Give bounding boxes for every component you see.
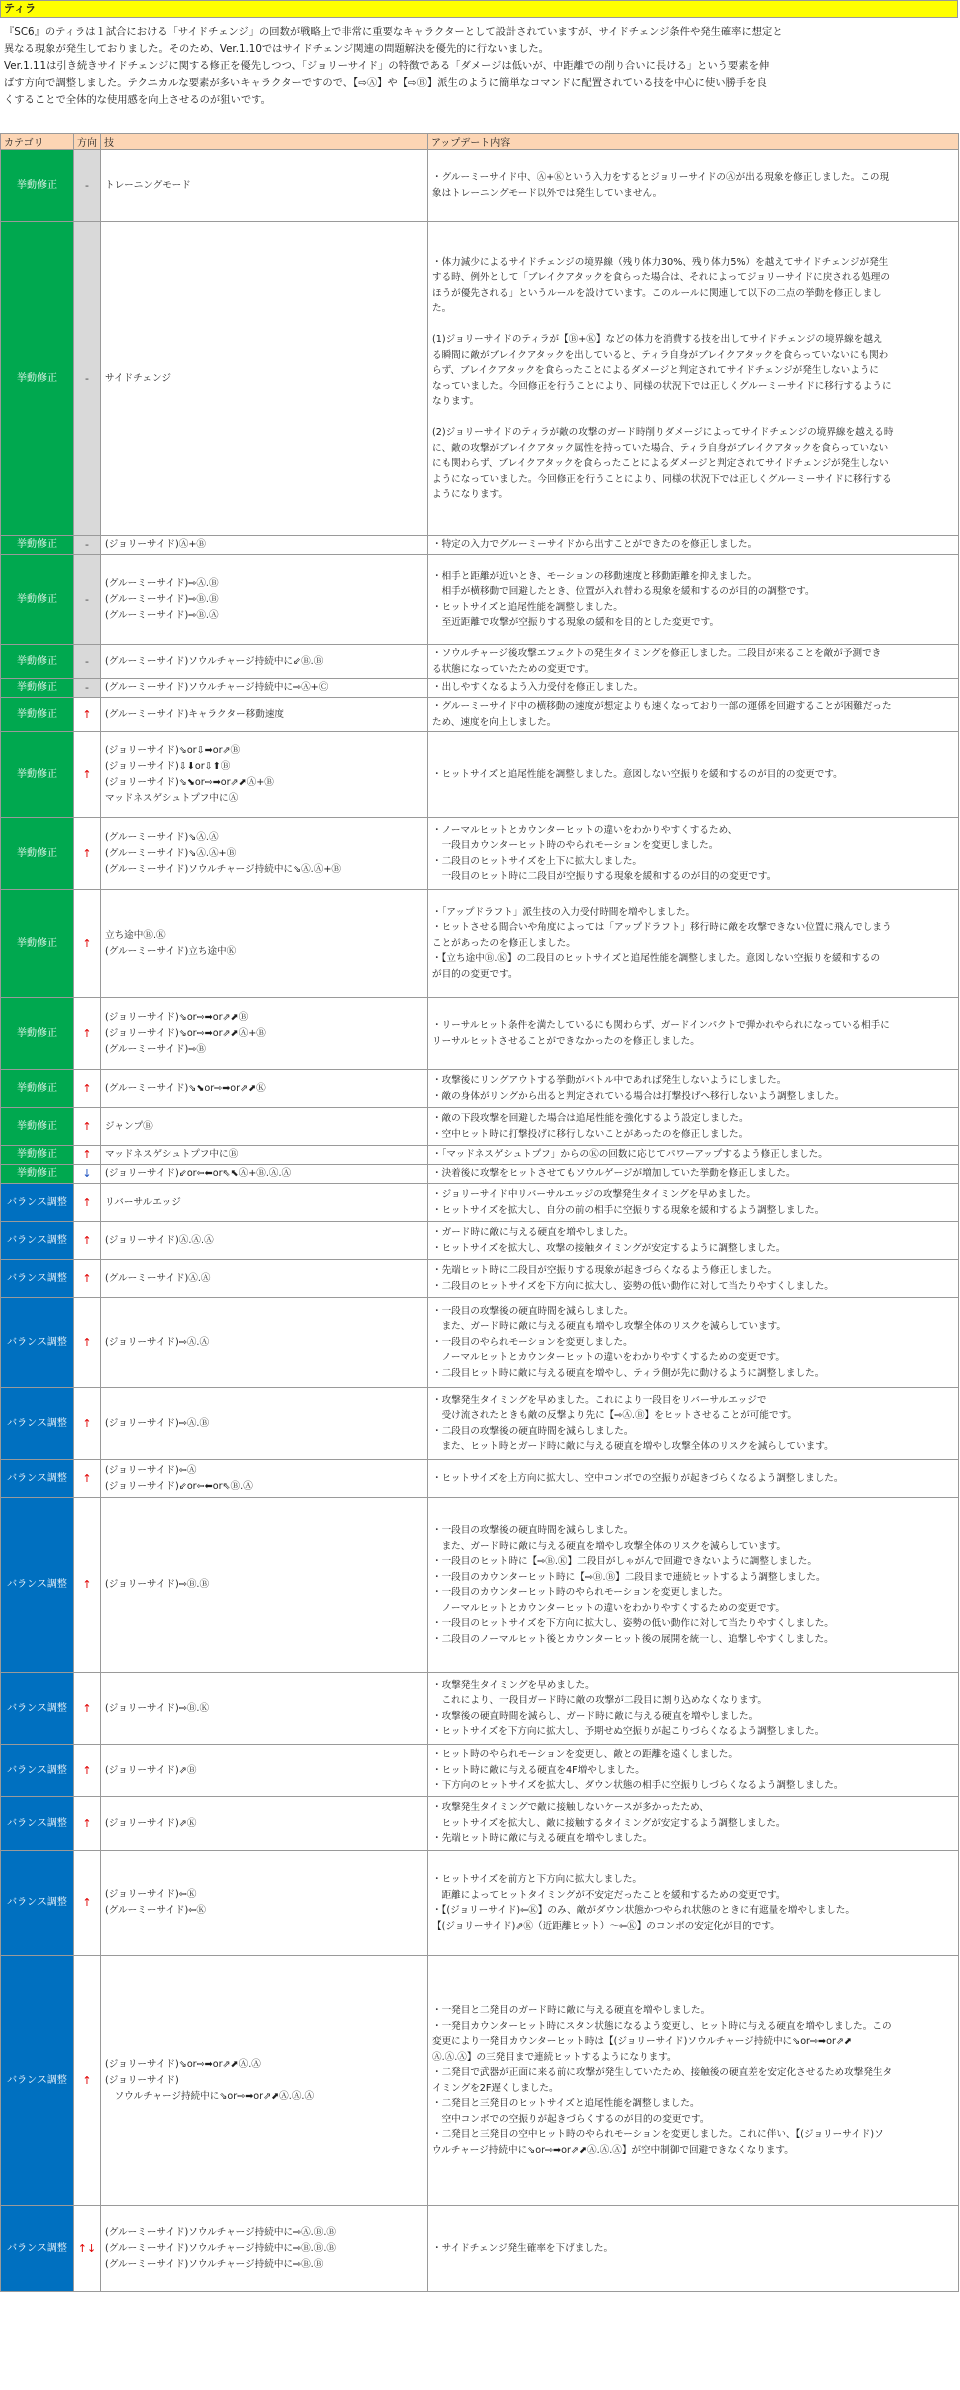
skill-line: (グルーミーサイド)キャラクター移動速度 <box>105 708 285 720</box>
update-description-cell <box>428 890 959 998</box>
direction-cell: ↑ <box>74 1797 101 1851</box>
description-line: ウルチャージ持続中に⇘or⇨➡or⇗⬈Ⓐ.Ⓐ.Ⓐ】が空中制御で回避できなくなります。 <box>432 2144 794 2156</box>
description-line: 一段目カウンターヒット時のやられモーションを変更しました。 <box>432 840 719 851</box>
description-line: (2)ジョリーサイドのティラが敵の攻撃のガード時削りダメージによってサイドチェンジの境界線を越える時 <box>432 427 894 438</box>
description-line: ・攻撃発生タイミングを早めました。 <box>432 1679 595 1691</box>
skill-line: (グルーミーサイド)⇨Ⓑ <box>105 1043 206 1055</box>
update-description-cell <box>428 698 959 732</box>
description-line <box>432 317 954 333</box>
description-line: ・攻撃後にリングアウトする挙動がバトル中であれば発生しないようにしました。 <box>432 1075 787 1086</box>
skill-line: (ジョリーサイド)Ⓐ.Ⓐ.Ⓐ <box>105 1234 214 1246</box>
skill-cell <box>101 1165 428 1184</box>
description-line: にも関わらず、ブレイクアタックを食らったことによるダメージと判定されてサイドチェンジが発生しない <box>432 458 889 469</box>
table-row <box>1 1851 959 1956</box>
update-description-cell <box>428 679 959 698</box>
description-line: ・二発目と三発目のヒットサイズと追尾性能を調整しました。 <box>432 2098 700 2109</box>
skill-cell <box>101 698 428 732</box>
skill-line: (ジョリーサイド)⇘or⇨➡or⇗⬈Ⓐ.Ⓐ <box>105 2058 261 2070</box>
update-description-cell <box>428 1222 959 1260</box>
description-line: ・一段目の攻撃後の硬直時間を減らしました。 <box>432 1305 634 1317</box>
category-cell: バランス調整 <box>1 1797 74 1851</box>
description-line: また、ガード時に敵に与える硬直を増やし攻撃全体のリスクを減らしています。 <box>432 1540 787 1552</box>
description-line: た。 <box>432 303 452 314</box>
category-cell: 挙動修正 <box>1 150 74 222</box>
skill-line: (グルーミーサイド)ソウルチャージ持続中に⇨Ⓑ.Ⓑ <box>105 2258 324 2270</box>
skill-cell <box>101 998 428 1070</box>
description-line: ・二段目ヒット時に敵に与える硬直を増やし、ティラ側が先に動けるように調整しました。 <box>432 1367 825 1379</box>
description-line: る瞬間に敵がブレイクアタックを出していると、ティラ自身がブレイクアタックを食らっていないにも関わ <box>432 349 889 361</box>
table-row <box>1 222 959 536</box>
description-line: 受け流されたときも敵の反撃より先に【⇨Ⓐ.Ⓑ】をヒットさせることが可能です。 <box>432 1410 797 1421</box>
skill-cell <box>101 2206 428 2292</box>
category-cell: バランス調整 <box>1 1460 74 1498</box>
description-line: ・サイドチェンジ発生確率を下げました。 <box>432 2242 614 2254</box>
skill-cell <box>101 150 428 222</box>
skill-line: ソウルチャージ持続中に⇘or⇨➡or⇗⬈Ⓐ.Ⓐ.Ⓐ <box>105 2090 315 2102</box>
direction-cell: ↑ <box>74 890 101 998</box>
description-line: 空中コンボでの空振りが起きづらくするのが目的の変更です。 <box>432 2113 710 2125</box>
direction-cell: - <box>74 536 101 555</box>
table-row <box>1 1956 959 2206</box>
table-row <box>1 1260 959 1298</box>
skill-line: (ジョリーサイド)⇘or⇨➡or⇗⬈Ⓐ+Ⓑ <box>105 1027 266 1039</box>
description-line: する時、例外として「ブレイクアタックを食らった場合は、それによってジョリーサイドに戻される処理の <box>432 272 890 283</box>
skill-cell <box>101 1673 428 1745</box>
intro-line: ばす方向で調整しました。テクニカルな要素が多いキャラクターですので、【⇨Ⓐ】や【⇨Ⓑ】派生のように簡単なコマンドに配置されている技を中心に使い勝手を良 <box>4 77 767 89</box>
skill-line: (グルーミーサイド)ソウルチャージ持続中に⇨Ⓐ+Ⓒ <box>105 682 329 693</box>
skill-cell <box>101 1388 428 1460</box>
table-row <box>1 2206 959 2292</box>
skill-line: (グルーミーサイド)⇨Ⓑ.Ⓐ <box>105 609 219 621</box>
description-line: ノーマルヒットとカウンターヒットの違いをわかりやすくするための変更です。 <box>432 1352 785 1364</box>
description-line: ・二段目のヒットサイズを下方向に拡大し、姿勢の低い動作に対して当たりやすくしました。 <box>432 1280 834 1292</box>
category-cell: バランス調整 <box>1 1222 74 1260</box>
description-line: ・敵の身体がリングから出ると判定されている場合は打撃投げへ移行しないよう調整しました。 <box>432 1090 845 1102</box>
skill-cell <box>101 1260 428 1298</box>
table-row <box>1 1797 959 1851</box>
category-cell: バランス調整 <box>1 1745 74 1797</box>
description-line: ・相手と距離が近いとき、モーションの移動速度と移動距離を抑えました。 <box>432 570 758 582</box>
description-line: また、ガード時に敵に与える硬直も増やし攻撃全体のリスクを減らしています。 <box>432 1321 787 1333</box>
update-description-cell <box>428 1260 959 1298</box>
table-row <box>1 555 959 645</box>
skill-cell <box>101 1108 428 1146</box>
skill-line: (グルーミーサイド)ソウルチャージ持続中に⇨Ⓑ.Ⓑ.Ⓑ <box>105 2242 336 2254</box>
direction-cell: ↑ <box>74 1298 101 1388</box>
update-description-cell <box>428 536 959 555</box>
skill-line: (ジョリーサイド)⇘or⇨➡or⇗⬈Ⓑ <box>105 1011 249 1023</box>
category-cell: 挙動修正 <box>1 645 74 679</box>
skill-line: ジャンプⒷ <box>105 1120 153 1132</box>
skill-line: (グルーミーサイド)ソウルチャージ持続中に⇙Ⓑ.Ⓑ <box>105 655 324 667</box>
skill-line: マッドネスゲシュトプフ中にⒶ <box>105 792 239 804</box>
update-description-cell <box>428 150 959 222</box>
direction-cell: ↑ <box>74 1108 101 1146</box>
skill-line: (グルーミーサイド)⇨Ⓐ.Ⓑ <box>105 577 219 589</box>
skill-cell <box>101 1460 428 1498</box>
direction-cell: - <box>74 679 101 698</box>
description-line: ・一段目のやられモーションを変更しました。 <box>432 1336 633 1348</box>
description-line: ・一段目のヒットサイズを下方向に拡大し、姿勢の低い動作に対して当たりやすくしました。 <box>432 1618 834 1629</box>
direction-cell: ↑ <box>74 732 101 818</box>
category-cell: 挙動修正 <box>1 818 74 890</box>
description-line: ・体力減少によるサイドチェンジの境界線（残り体力30%、残り体力5%）を越えてサイドチェンジが発生 <box>432 256 889 268</box>
category-cell: 挙動修正 <box>1 698 74 732</box>
description-line: 相手が横移動で回避したとき、位置が入れ替わる現象を緩和するのが目的の調整です。 <box>432 586 815 597</box>
table-row <box>1 1108 959 1146</box>
update-description-cell <box>428 1298 959 1388</box>
description-line: 象はトレーニングモード以外では発生していません。 <box>432 187 663 199</box>
intro-line: 異なる現象が発生しておりました。そのため、Ver.1.10ではサイドチェンジ関連の問題解決を優先的に行ないました。 <box>4 43 549 55</box>
skill-cell <box>101 679 428 698</box>
category-cell: 挙動修正 <box>1 1146 74 1165</box>
table-row <box>1 1745 959 1797</box>
direction-cell: ↑ <box>74 1673 101 1745</box>
description-line: ・グルーミーサイド中、Ⓐ+Ⓚという入力をするとジョリーサイドのⒶが出る現象を修正しました。この現 <box>432 172 890 183</box>
description-line: ・ヒットサイズと追尾性能を調整しました。意図しない空振りを緩和するのが目的の変更です。 <box>432 768 843 780</box>
table-row <box>1 645 959 679</box>
skill-cell <box>101 1222 428 1260</box>
description-line: ・二段目のヒットサイズを上下に拡大しました。 <box>432 855 643 867</box>
description-line: ・一段目のカウンターヒット時に【⇨Ⓑ.Ⓑ】二段目まで連続ヒットするよう調整しました。 <box>432 1571 826 1583</box>
skill-line: (ジョリーサイド)⇨Ⓐ.Ⓐ <box>105 1336 210 1348</box>
description-line: なります。 <box>432 396 480 407</box>
category-cell: バランス調整 <box>1 2206 74 2292</box>
description-line: ・一発目と二発目のガード時に敵に与える硬直を増やしました。 <box>432 2005 711 2016</box>
description-line: ・グルーミーサイド中の横移動の速度が想定よりも速くなっており一部の運係を回避することが困難だった <box>432 701 892 712</box>
skill-cell <box>101 1956 428 2206</box>
skill-line: (ジョリーサイド)⇨Ⓑ.Ⓑ <box>105 1579 210 1590</box>
description-line: ・ジョリーサイド中リバーサルエッジの攻撃発生タイミングを早めました。 <box>432 1189 756 1200</box>
direction-cell: - <box>74 150 101 222</box>
description-line: ため、速度を向上しました。 <box>432 716 557 728</box>
description-line: ・特定の入力でグルーミーサイドから出すことができたのを修正しました。 <box>432 539 758 551</box>
direction-cell: ↑↓ <box>74 2206 101 2292</box>
category-cell: 挙動修正 <box>1 679 74 698</box>
description-line: ・一段目のカウンターヒット時のやられモーションを変更しました。 <box>432 1587 728 1598</box>
skill-line: (グルーミーサイド)Ⓐ.Ⓐ <box>105 1272 211 1284</box>
description-line: ・下方向のヒットサイズを拡大し、ダウン状態の相手に空振りしづらくなるよう調整しました。 <box>432 1780 844 1792</box>
table-row <box>1 1460 959 1498</box>
intro-line: 『SC6』のティラは１試合における「サイドチェンジ」の回数が戦略上で非常に重要なキャラクターとして設計されていますが、サイドチェンジ条件や発生確率に想定と <box>4 26 783 38</box>
skill-line: (ジョリーサイド)Ⓐ+Ⓑ <box>105 539 207 550</box>
skill-line: (ジョリーサイド)⇘⬊or⇨➡or⇗⬈Ⓐ+Ⓑ <box>105 776 274 788</box>
update-description-cell <box>428 1070 959 1108</box>
intro-text <box>0 18 958 133</box>
update-description-cell <box>428 1673 959 1745</box>
category-cell: 挙動修正 <box>1 1070 74 1108</box>
description-line: ・二段目のノーマルヒット後とカウンターヒット後の展開を統一し、追撃しやすくしました。 <box>432 1633 834 1645</box>
intro-line: Ver.1.11は引き続きサイドチェンジに関する修正を優先しつつ、「ジョリーサイド」の特徴である「ダメージは低いが、中距離での削り合いに長ける」という要素を伸 <box>4 60 770 72</box>
description-line: ・ヒット時に敵に与える硬直を4F増やしました。 <box>432 1764 645 1776</box>
skill-line: (グルーミーサイド)立ち途中Ⓚ <box>105 945 237 957</box>
description-line: ・【(ジョリーサイド)⇦Ⓚ】のみ、敵がダウン状態かつやられ状態のときに有遮量を増やしました。 <box>432 1905 855 1916</box>
skill-cell <box>101 1797 428 1851</box>
skill-line: (グルーミーサイド)⇘Ⓐ.Ⓐ+Ⓑ <box>105 847 237 859</box>
update-description-cell <box>428 732 959 818</box>
direction-cell: ↑ <box>74 818 101 890</box>
description-line: ほうが優先される」というルールを設けています。このルールに関連して以下の二点の挙動を修正しまし <box>432 287 882 299</box>
description-line: ・ヒットサイズを上方向に拡大し、空中コンボでの空振りが起きづらくなるよう調整しました。 <box>432 1472 844 1484</box>
skill-line: (ジョリーサイド)⇗Ⓑ <box>105 1764 197 1776</box>
skill-line: リバーサルエッジ <box>105 1196 181 1208</box>
category-cell: バランス調整 <box>1 1498 74 1673</box>
direction-cell: - <box>74 645 101 679</box>
description-line: ・攻撃発生タイミングを早めました。これにより一段目をリバーサルエッジで <box>432 1394 767 1406</box>
description-line: ・決着後に攻撃をヒットさせてもソウルゲージが増加していた挙動を修正しました。 <box>432 1168 796 1180</box>
description-line: ようになっていました。今回修正を行うことにより、同様の状況下では正しくグルーミーサイドに移行する <box>432 473 892 485</box>
description-line: ・二段目の攻撃後の硬直時間を減らしました。 <box>432 1425 634 1437</box>
skill-cell <box>101 1070 428 1108</box>
update-description-cell <box>428 2206 959 2292</box>
category-cell: バランス調整 <box>1 1388 74 1460</box>
table-row <box>1 1146 959 1165</box>
direction-cell: ↑ <box>74 1184 101 1222</box>
update-description-cell <box>428 1956 959 2206</box>
skill-cell <box>101 1745 428 1797</box>
skill-line: (ジョリーサイド)⇦Ⓚ <box>105 1889 197 1900</box>
skill-cell <box>101 1298 428 1388</box>
update-description-cell <box>428 1184 959 1222</box>
skill-line: (グルーミーサイド)⇨Ⓑ.Ⓑ <box>105 593 219 605</box>
category-cell: 挙動修正 <box>1 222 74 536</box>
update-description-cell <box>428 645 959 679</box>
direction-cell: ↑ <box>74 1745 101 1797</box>
update-description-cell <box>428 1745 959 1797</box>
description-line: ・攻撃後の硬直時間を減らし、ガード時に敵に与える硬直を増やしました。 <box>432 1710 759 1722</box>
description-line: ・ヒット時のやられモーションを変更し、敵との距離を遠くしました。 <box>432 1749 738 1761</box>
update-description-cell <box>428 555 959 645</box>
table-row <box>1 679 959 698</box>
skill-cell <box>101 1184 428 1222</box>
update-description-cell <box>428 1851 959 1956</box>
description-line: ・「アップドラフト」派生技の入力受付時間を増やしました。 <box>432 906 696 918</box>
update-description-cell <box>428 1165 959 1184</box>
update-description-cell <box>428 818 959 890</box>
skill-cell <box>101 1498 428 1673</box>
table-row <box>1 998 959 1070</box>
category-cell: バランス調整 <box>1 1851 74 1956</box>
column-header-category: カテゴリ <box>1 134 74 150</box>
skill-cell <box>101 818 428 890</box>
update-description-cell <box>428 1797 959 1851</box>
skill-line: (ジョリーサイド)⇙or⇦⬅or⇖Ⓑ.Ⓐ <box>105 1480 253 1492</box>
category-cell: 挙動修正 <box>1 890 74 998</box>
table-row <box>1 150 959 222</box>
description-line: ・ガード時に敵に与える硬直を増やしました。 <box>432 1227 634 1238</box>
skill-line: (グルーミーサイド)⇘⬊or⇨➡or⇗⬈Ⓚ <box>105 1082 266 1094</box>
table-row <box>1 1165 959 1184</box>
skill-cell <box>101 645 428 679</box>
description-line <box>432 410 954 426</box>
description-line: ・ノーマルヒットとカウンターヒットの違いをわかりやすくするため、 <box>432 824 738 836</box>
description-line: なっていました。今回修正を行うことにより、同様の状況下では正しくグルーミーサイドに移行するように <box>432 380 892 392</box>
table-row <box>1 1388 959 1460</box>
description-line: ・ヒットサイズを拡大し、自分の前の相手に空振りする現象を緩和するよう調整しました。 <box>432 1204 825 1216</box>
direction-cell: ↑ <box>74 1146 101 1165</box>
description-line: が目的の変更です。 <box>432 968 518 980</box>
description-line: Ⓐ.Ⓐ.Ⓐ】の三発目まで連続ヒットするようになります。 <box>432 2051 677 2063</box>
description-line: ・一段目のヒット時に【⇨Ⓑ.Ⓚ】二段目がしゃがんで回避できないように調整しました。 <box>432 1556 817 1567</box>
skill-line: (ジョリーサイド)⇨Ⓑ.Ⓚ <box>105 1702 210 1714</box>
table-row <box>1 698 959 732</box>
category-cell: バランス調整 <box>1 1260 74 1298</box>
direction-cell: ↑ <box>74 1070 101 1108</box>
description-line: イミングを2F遅くしました。 <box>432 2082 559 2094</box>
column-header-skill: 技 <box>101 134 428 150</box>
update-description-cell <box>428 1498 959 1673</box>
description-line: ・ヒットサイズを前方と下方向に拡大しました。 <box>432 1874 643 1885</box>
description-line: ・二発目と三発目の空中ヒット時のやられモーションを変更しました。これに伴い、【(ジョリーサイド)ソ <box>432 2129 884 2140</box>
skill-cell <box>101 890 428 998</box>
description-line: ノーマルヒットとカウンターヒットの違いをわかりやすくするための変更です。 <box>432 1602 785 1614</box>
category-cell: バランス調整 <box>1 1298 74 1388</box>
direction-cell: ↑ <box>74 1460 101 1498</box>
direction-cell: ↑ <box>74 698 101 732</box>
update-description-cell <box>428 1460 959 1498</box>
description-line: ・ソウルチャージ後攻撃エフェクトの発生タイミングを修正しました。二段目が来ることを敵が予測でき <box>432 648 882 659</box>
description-line: ・先端ヒット時に敵に与える硬直を増やしました。 <box>432 1833 653 1845</box>
category-cell: 挙動修正 <box>1 1108 74 1146</box>
description-line: る状態になっていたための変更です。 <box>432 663 595 675</box>
direction-cell: ↑ <box>74 1260 101 1298</box>
description-line: (1)ジョリーサイドのティラが【Ⓑ+Ⓚ】などの体力を消費する技を出してサイドチェンジの境界線を越え <box>432 334 883 345</box>
skill-line: (グルーミーサイド)ソウルチャージ持続中に⇘Ⓐ.Ⓐ+Ⓑ <box>105 863 341 875</box>
description-line: ・空中ヒット時に打撃投げに移行しないことがあったのを修正しました。 <box>432 1128 749 1140</box>
table-row <box>1 1673 959 1745</box>
column-header-direction: 方向 <box>74 134 101 150</box>
description-line: ・ヒットサイズと追尾性能を調整しました。 <box>432 601 623 613</box>
description-line: これにより、一段目ガード時に敵の攻撃が二段目に割り込めなくなります。 <box>432 1695 768 1706</box>
skill-line: (ジョリーサイド)⇩⬇or⇩⬆Ⓑ <box>105 760 231 772</box>
table-header-row <box>1 134 959 150</box>
direction-cell: ↑ <box>74 998 101 1070</box>
category-cell: 挙動修正 <box>1 555 74 645</box>
description-line: ・ヒットサイズを下方向に拡大し、予期せぬ空振りが起こりづらくなるよう調整しました。 <box>432 1726 825 1737</box>
direction-cell: ↑ <box>74 1498 101 1673</box>
skill-cell <box>101 732 428 818</box>
table-row <box>1 732 959 818</box>
direction-cell: ↑ <box>74 1222 101 1260</box>
category-cell: バランス調整 <box>1 1184 74 1222</box>
description-line: ・一発目カウンターヒット時にスタン状態になるよう変更し、ヒット時に与える硬直を増やしました。この <box>432 2020 892 2032</box>
skill-cell <box>101 1851 428 1956</box>
category-cell: バランス調整 <box>1 1956 74 2206</box>
skill-line: (ジョリーサイド) <box>105 2074 179 2086</box>
column-header-update: アップデート内容 <box>428 134 959 150</box>
direction-cell: ↑ <box>74 1851 101 1956</box>
update-description-cell <box>428 998 959 1070</box>
direction-cell: ↓ <box>74 1165 101 1184</box>
category-cell: 挙動修正 <box>1 536 74 555</box>
direction-cell: ↑ <box>74 1388 101 1460</box>
description-line: ・リーサルヒット条件を満たしているにも関わらず、ガードインパクトで弾かれやられになっている相手に <box>432 1020 890 1031</box>
description-line: ・ヒットさせる間合いや角度によっては「アップドラフト」移行時に敵を攻撃できない位置に飛んでしまう <box>432 922 892 934</box>
skill-line: (ジョリーサイド)⇘or⇩➡or⇗Ⓑ <box>105 744 241 756</box>
category-cell: 挙動修正 <box>1 1165 74 1184</box>
skill-line: (グルーミーサイド)ソウルチャージ持続中に⇨Ⓐ.Ⓑ.Ⓑ <box>105 2226 336 2238</box>
description-line: ・敵の下段攻撃を回避した場合は追尾性能を強化するよう設定しました。 <box>432 1113 749 1124</box>
table-row <box>1 818 959 890</box>
description-line: ことがあったのを修正しました。 <box>432 937 576 949</box>
table-row <box>1 1070 959 1108</box>
description-line: ・【立ち途中Ⓑ.Ⓚ】の二段目のヒットサイズと追尾性能を調整しました。意図しない空振りを緩和するの <box>432 953 881 965</box>
update-description-cell <box>428 1108 959 1146</box>
skill-line: (ジョリーサイド)⇨Ⓐ.Ⓑ <box>105 1417 210 1429</box>
table-row <box>1 1298 959 1388</box>
skill-cell <box>101 1146 428 1165</box>
table-row <box>1 1498 959 1673</box>
description-line: 変更により一発目カウンターヒット時は【(ジョリーサイド)ソウルチャージ持続中に⇘or⇨➡or⇗⬈ <box>432 2036 852 2047</box>
description-line: リーサルヒットさせることができなかったのを修正しました。 <box>432 1035 700 1047</box>
description-line: ・出しやすくなるよう入力受付を修正しました。 <box>432 682 644 694</box>
category-cell: 挙動修正 <box>1 998 74 1070</box>
update-description-cell <box>428 1388 959 1460</box>
description-line: ・「マッドネスゲシュトプフ」からのⓀの回数に応じてパワーアップするよう修正しました。 <box>432 1149 828 1161</box>
update-table <box>0 133 959 2292</box>
skill-line: (ジョリーサイド)⇗Ⓚ <box>105 1817 197 1829</box>
table-row <box>1 1222 959 1260</box>
description-line: に、敵の攻撃がブレイクアタック属性を持っていた場合、ティラ自身がブレイクアタックを食らっていない <box>432 442 889 454</box>
description-line: ・攻撃発生タイミングで敵に接触しないケースが多かったため、 <box>432 1802 709 1814</box>
direction-cell: ↑ <box>74 1956 101 2206</box>
skill-line: 立ち途中Ⓑ.Ⓚ <box>105 929 166 941</box>
description-line: ・ヒットサイズを拡大し、攻撃の接触タイミングが安定するように調整しました。 <box>432 1242 786 1254</box>
skill-line: (グルーミーサイド)⇦Ⓚ <box>105 1905 206 1916</box>
update-description-cell <box>428 1146 959 1165</box>
description-line: 一段目のヒット時に二段目が空振りする現象を緩和するのが目的の変更です。 <box>432 871 777 882</box>
character-title: ティラ <box>0 0 958 18</box>
skill-line: (グルーミーサイド)⇘Ⓐ.Ⓐ <box>105 831 219 843</box>
direction-cell: - <box>74 555 101 645</box>
skill-line: (ジョリーサイド)⇙or⇦⬅or⇖⬉Ⓐ+Ⓑ.Ⓐ.Ⓐ <box>105 1168 292 1179</box>
description-line: 【(ジョリーサイド)⇗Ⓚ（近距離ヒット）～⇦Ⓚ】のコンボの安定化が目的です。 <box>432 1920 780 1932</box>
skill-line: (ジョリーサイド)⇦Ⓐ <box>105 1464 197 1476</box>
description-line: らず、ブレイクアタックを食らったことによるダメージと判定されてサイドチェンジが発生しないように <box>432 365 880 376</box>
skill-cell <box>101 222 428 536</box>
skill-cell <box>101 536 428 555</box>
intro-line: くすることで全体的な使用感を向上させるのが狙いです。 <box>4 94 271 106</box>
skill-line: サイドチェンジ <box>105 372 171 384</box>
table-row <box>1 890 959 998</box>
description-line: ・二発目で武器が正面に来る前に攻撃が発生していたため、接触後の硬直差を安定化させるため攻撃発生タ <box>432 2067 893 2078</box>
description-line: また、ヒット時とガード時に敵に与える硬直を増やし攻撃全体のリスクを減らしています。 <box>432 1441 834 1452</box>
skill-line: トレーニングモード <box>105 179 191 191</box>
category-cell: バランス調整 <box>1 1673 74 1745</box>
description-line: ようになります。 <box>432 489 508 500</box>
table-row <box>1 536 959 555</box>
category-cell: 挙動修正 <box>1 732 74 818</box>
table-row <box>1 1184 959 1222</box>
description-line: ・先端ヒット時に二段目が空振りする現象が起きづらくなるよう修正しました。 <box>432 1265 778 1276</box>
description-line: ヒットサイズを拡大し、敵に接触するタイミングが安定するよう調整しました。 <box>432 1817 786 1829</box>
description-line: 距離によってヒットタイミングが不安定だったことを緩和するための変更です。 <box>432 1889 786 1901</box>
description-line: 至近距離で攻撃が空振りする現象の緩和を目的とした変更です。 <box>432 617 720 628</box>
skill-cell <box>101 555 428 645</box>
direction-cell: - <box>74 222 101 536</box>
update-description-cell <box>428 222 959 536</box>
skill-line: マッドネスゲシュトプフ中にⒷ <box>105 1149 239 1160</box>
description-line: ・一段目の攻撃後の硬直時間を減らしました。 <box>432 1525 634 1536</box>
